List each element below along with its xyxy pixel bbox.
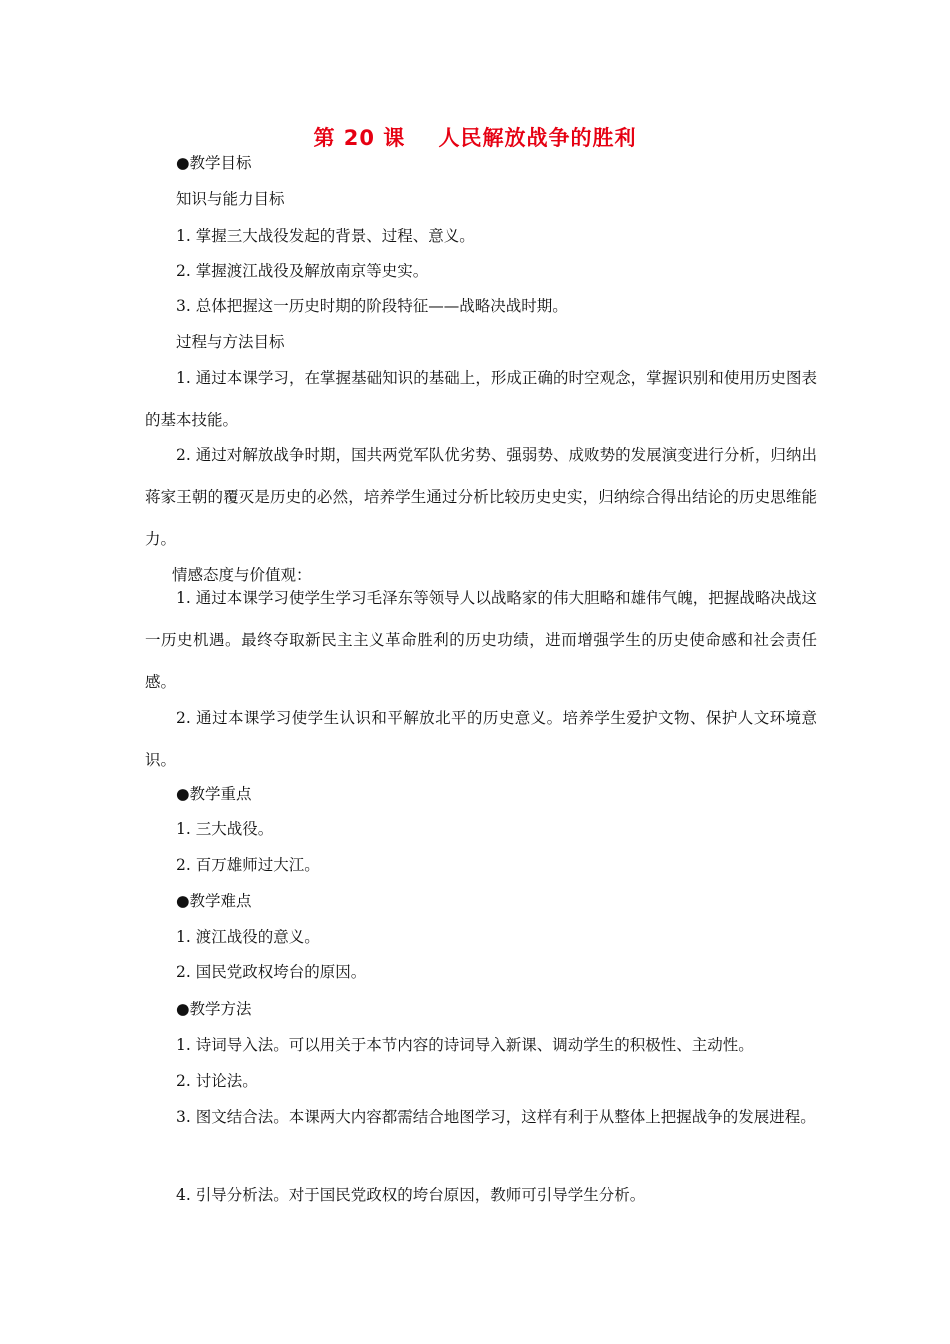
focus-item-2: 2. 百万雄师过大江。 <box>176 856 320 874</box>
process-heading: 过程与方法目标 <box>176 333 285 351</box>
method-heading: ●教学方法 <box>176 1000 252 1018</box>
difficulty-item-2: 2. 国民党政权垮台的原因。 <box>176 963 367 981</box>
knowledge-heading: 知识与能力目标 <box>176 190 285 208</box>
method-item-4: 4. 引导分析法。对于国民党政权的垮台原因，教师可引导学生分析。 <box>176 1186 646 1204</box>
knowledge-item-1: 1. 掌握三大战役发起的背景、过程、意义。 <box>176 227 475 245</box>
process-item-1: 1. 通过本课学习，在掌握基础知识的基础上，形成正确的时空观念，掌握识别和使用历史图表的基本技能。 <box>145 369 817 429</box>
method-item-1: 1. 诗词导入法。可以用关于本节内容的诗词导入新课、调动学生的积极性、主动性。 <box>176 1036 754 1054</box>
goals-heading: ●教学目标 <box>176 154 252 172</box>
focus-heading: ●教学重点 <box>176 785 252 803</box>
emotion-item-1: 1. 通过本课学习使学生学习毛泽东等领导人以战略家的伟大胆略和雄伟气魄，把握战略决战这一历史机遇。最终夺取新民主主义革命胜利的历史功绩，进而增强学生的历史使命感和社会责任感。 <box>145 589 817 691</box>
knowledge-item-2: 2. 掌握渡江战役及解放南京等史实。 <box>176 262 429 280</box>
method-item-3: 3. 图文结合法。本课两大内容都需结合地图学习，这样有利于从整体上把握战争的发展进程。 <box>176 1108 816 1126</box>
difficulty-heading: ●教学难点 <box>176 892 252 910</box>
emotion-heading: 情感态度与价值观： <box>172 566 312 584</box>
document-title: 第 20 课 人民解放战争的胜利 <box>313 126 637 150</box>
knowledge-item-3: 3. 总体把握这一历史时期的阶段特征——战略决战时期。 <box>176 297 568 315</box>
difficulty-item-1: 1. 渡江战役的意义。 <box>176 928 320 946</box>
method-item-2: 2. 讨论法。 <box>176 1072 258 1090</box>
emotion-item-2: 2. 通过本课学习使学生认识和平解放北平的历史意义。培养学生爱护文物、保护人文环境意识。 <box>145 709 817 769</box>
process-item-2: 2. 通过对解放战争时期，国共两党军队优劣势、强弱势、成败势的发展演变进行分析，归纳出蒋家王朝的覆灭是历史的必然，培养学生通过分析比较历史史实，归纳综合得出结论的历史思维能力。 <box>145 446 817 548</box>
focus-item-1: 1. 三大战役。 <box>176 820 274 838</box>
